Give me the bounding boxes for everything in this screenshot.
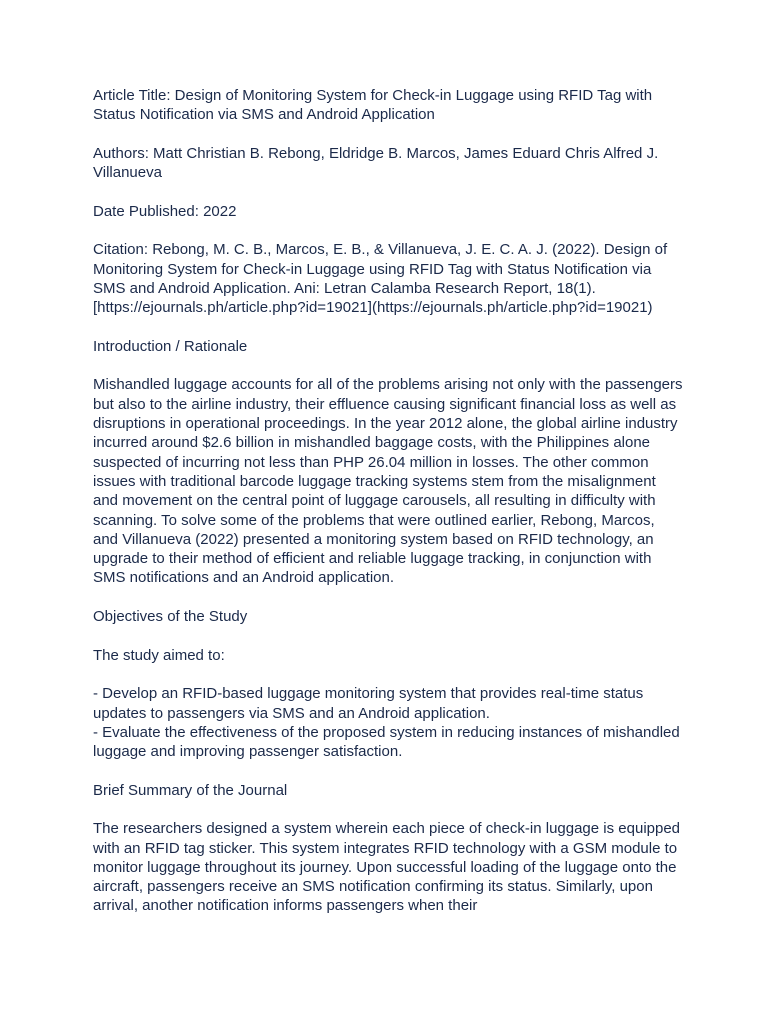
- objective-item: - Develop an RFID-based luggage monitoring system that provides real-time status updates to passengers via SMS and an Android application.: [93, 685, 644, 722]
- objectives-heading: Objectives of the Study: [93, 608, 248, 626]
- objectives-list: [93, 684, 683, 761]
- article-date: Date Published: 2022: [93, 202, 237, 220]
- summary-heading: Brief Summary of the Journal: [93, 781, 288, 799]
- objectives-intro: The study aimed to:: [93, 646, 225, 664]
- summary-body: The researchers designed a system wherein each piece of check-in luggage is equipped with an RFID tag sticker. This system integrates RFID technology with a GSM module to monitor luggage throughout its journey. Upon successful loading of the luggage onto the aircraft, passengers receive an SMS notification confirming its status. Similarly, upon arrival, another notification informs passengers when their: [93, 820, 681, 915]
- introduction-body: Mishandled luggage accounts for all of the problems arising not only with the passengers but also to the airline industry, their effluence causing significant financial loss as well as disruptions in operational proceedings. In the year 2012 alone, the global airline industry incurred around $2.6 billion in mishandled baggage costs, with the Philippines alone suspected of incurring not less than PHP 26.04 million in losses. The other common issues with traditional barcode luggage tracking systems stem from the misalignment and movement on the central point of luggage carousels, all resulting in difficulty with scanning. To solve some of the problems that were outlined earlier, Rebong, Marcos, and Villanueva (2022) presented a monitoring system based on RFID technology, an upgrade to their method of efficient and reliable luggage tracking, in conjunction with SMS notifications and an Android application.: [93, 376, 683, 587]
- introduction-heading: Introduction / Rationale: [93, 337, 248, 355]
- article-title: Article Title: Design of Monitoring System for Check-in Luggage using RFID Tag with Status Notification via SMS and Android Application: [93, 87, 653, 124]
- article-citation: Citation: Rebong, M. C. B., Marcos, E. B., & Villanueva, J. E. C. A. J. (2022). Design of Monitoring System for Check-in Luggage using RFID Tag with Status Notification via SMS and Android Application. Ani: Letran Calamba Research Report, 18(1). [https://ejournals.ph/article.php?id=19021](https://ejournals.ph/article.php?id=19021): [93, 241, 668, 317]
- article-authors: Authors: Matt Christian B. Rebong, Eldridge B. Marcos, James Eduard Chris Alfred J. Villanueva: [93, 144, 659, 182]
- objective-item: - Evaluate the effectiveness of the proposed system in reducing instances of mishandled luggage and improving passenger satisfaction.: [93, 723, 680, 761]
- document-page: [93, 86, 683, 935]
